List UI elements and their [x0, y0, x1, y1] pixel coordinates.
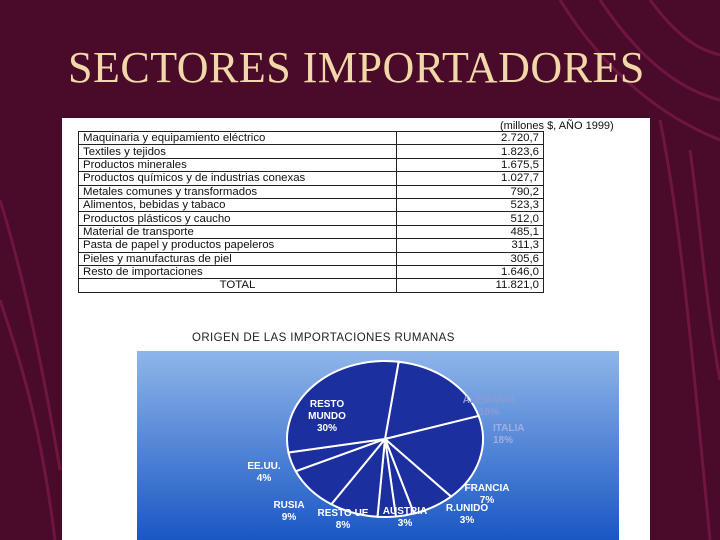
row-label: Resto de importaciones: [79, 265, 397, 278]
pie-label-name: EE.UU.: [247, 461, 281, 472]
pie-label-value: 7%: [479, 495, 495, 506]
pie-label-value: 3%: [459, 515, 475, 526]
pie-label-name: ALEMANIA: [462, 395, 516, 406]
row-value: 485,1: [397, 225, 544, 238]
row-value: 1.823,6: [397, 145, 544, 158]
total-value: 11.821,0: [397, 279, 544, 292]
pie-label-value: 30%: [316, 423, 338, 434]
row-value: 1.675,5: [397, 158, 544, 171]
row-label: Productos plásticos y caucho: [79, 212, 397, 225]
pie-label-name: R.UNIDO: [445, 503, 489, 514]
row-value: 1.027,7: [397, 172, 544, 185]
pie-label-name: FRANCIA: [464, 483, 510, 494]
pie-label-name: ITALIA: [493, 423, 525, 434]
pie-label-value: 8%: [335, 520, 351, 531]
chart-title: ORIGEN DE LAS IMPORTACIONES RUMANAS: [192, 332, 455, 344]
table-row: [79, 252, 544, 265]
row-value: 305,6: [397, 252, 544, 265]
row-value: 790,2: [397, 185, 544, 198]
pie-label-name: RUSIA: [273, 500, 305, 511]
row-value: 1.646,0: [397, 265, 544, 278]
pie-label-value: 18%: [493, 435, 514, 446]
pie-label-name: RESTO UE: [317, 508, 369, 519]
table-row: [79, 172, 544, 185]
pie-label-value: 9%: [281, 512, 297, 523]
table-row: [79, 145, 544, 158]
table-row: [79, 185, 544, 198]
row-value: 2.720,7: [397, 132, 544, 145]
pie-label-value: 18%: [478, 407, 500, 418]
table-units: (millones $, AÑO 1999): [500, 120, 614, 132]
pie-label-name: AUSTRIA: [382, 506, 428, 517]
row-value: 523,3: [397, 198, 544, 211]
table-row: [79, 158, 544, 171]
row-label: Textiles y tejidos: [79, 145, 397, 158]
table-row: [79, 225, 544, 238]
pie-label-value: 3%: [397, 518, 413, 529]
table-total-row: [79, 279, 544, 292]
pie-chart: [137, 351, 619, 540]
imports-table: [78, 131, 544, 293]
row-label: Alimentos, bebidas y tabaco: [79, 198, 397, 211]
total-label: TOTAL: [79, 279, 397, 292]
row-label: Metales comunes y transformados: [79, 185, 397, 198]
slide-title: SECTORES IMPORTADORES: [68, 43, 645, 92]
row-value: 512,0: [397, 212, 544, 225]
row-label: Productos minerales: [79, 158, 397, 171]
row-label: Material de transporte: [79, 225, 397, 238]
row-label: Productos químicos y de industrias conexas: [79, 172, 397, 185]
table-row: [79, 198, 544, 211]
table-row: [79, 212, 544, 225]
table-row: [79, 265, 544, 278]
table-row: [79, 239, 544, 252]
row-value: 311,3: [397, 239, 544, 252]
pie-label-value: 4%: [256, 473, 272, 484]
row-label: Pasta de papel y productos papeleros: [79, 239, 397, 252]
row-label: Maquinaria y equipamiento eléctrico: [79, 132, 397, 145]
row-label: Pieles y manufacturas de piel: [79, 252, 397, 265]
pie-label-name: RESTO MUNDO: [308, 399, 346, 422]
table-row: [79, 132, 544, 145]
